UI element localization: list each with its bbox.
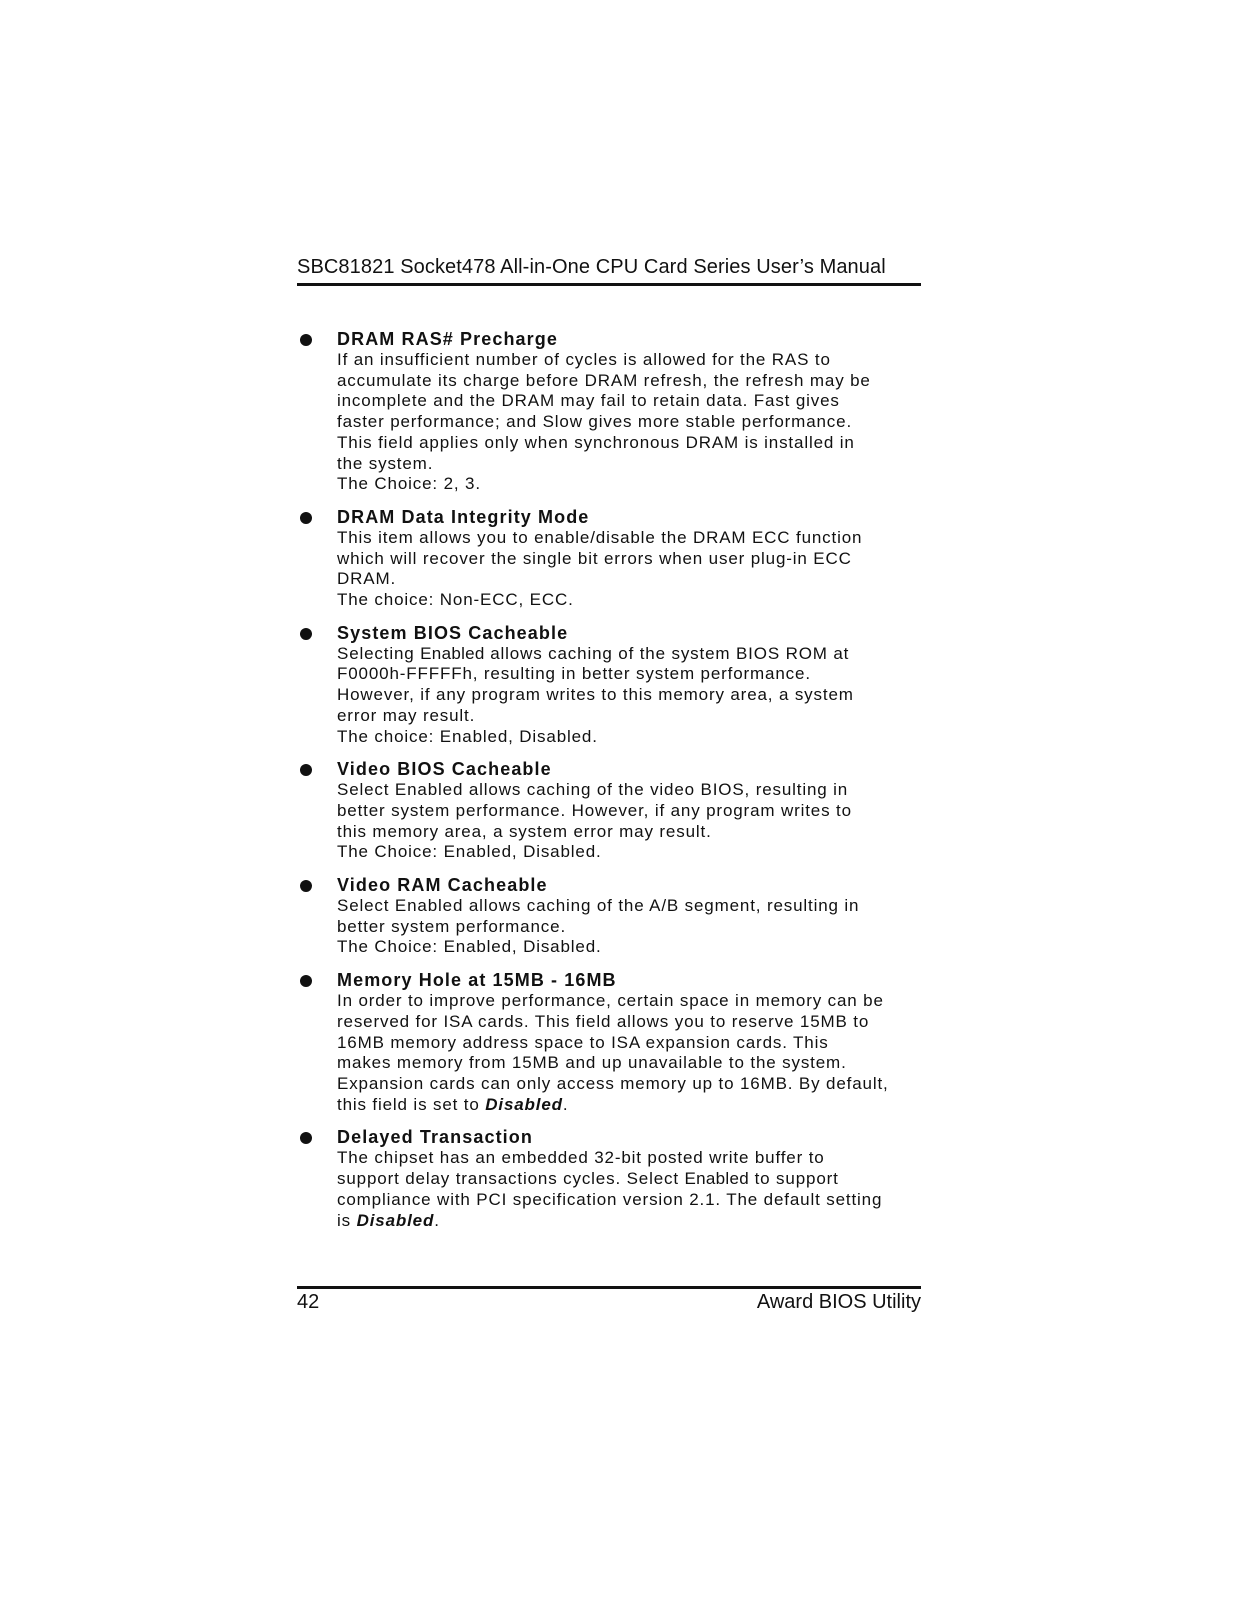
description-line (337, 644, 929, 665)
bullet-icon (300, 628, 312, 640)
description-line: This item allows you to enable/disable the DRAM ECC function (337, 527, 863, 547)
description-line: If an insufficient number of cycles is allowed for the RAS to (337, 350, 831, 369)
description-line: 16MB memory address space to ISA expansion cards. This (337, 1032, 829, 1052)
description-line: incomplete and the DRAM may fail to retain data. Fast gives (337, 391, 840, 411)
option-title: System BIOS Cacheable (337, 622, 569, 643)
page-number: 42 (297, 1291, 320, 1313)
description-line: F0000h-FFFFFh, resulting in better system performance. (337, 664, 811, 684)
text-run: is (337, 1210, 357, 1230)
description-line: The chipset has an embedded 32-bit posted write buffer to (337, 1148, 825, 1168)
bullet-icon (300, 1132, 312, 1144)
footer-rule (297, 1286, 921, 1289)
header-rule (297, 283, 921, 286)
option-title: Delayed Transaction (337, 1127, 533, 1148)
bios-option-system-bios-cacheable (297, 622, 929, 748)
description-line: Select Enabled allows caching of the A/B segment, resulting in (337, 896, 860, 916)
description-line: this memory area, a system error may result. (337, 821, 712, 841)
bullet-icon (300, 764, 312, 776)
bullet-icon (300, 512, 312, 524)
description-line: This field applies only when synchronous DRAM is installed in (337, 432, 855, 452)
choice-line: The Choice: Enabled, Disabled. (337, 937, 602, 957)
description-line: accumulate its charge before DRAM refresh, the refresh may be (337, 370, 871, 390)
option-title: DRAM RAS# Precharge (337, 329, 558, 349)
description-line: error may result. (337, 705, 476, 725)
emphasis-text: Enabled (420, 643, 485, 663)
bullet-icon (300, 975, 312, 987)
emphasis-text: Enabled (684, 1169, 750, 1189)
description-line: Select Enabled allows caching of the video BIOS, resulting in (337, 780, 849, 800)
choice-line: The choice: Non-ECC, ECC. (337, 590, 574, 610)
option-title: Memory Hole at 15MB - 16MB (337, 970, 617, 991)
description-line: DRAM. (337, 569, 397, 589)
choice-line: The choice: Enabled, Disabled. (337, 726, 598, 746)
page-header: SBC81821 Socket478 All-in-One CPU Card Series User’s Manual (297, 256, 886, 278)
description-line (337, 1211, 929, 1232)
option-title: Video RAM Cacheable (337, 875, 548, 896)
page-body (297, 328, 929, 1242)
bullet-icon (300, 334, 312, 346)
description-line: faster performance; and Slow gives more stable performance. (337, 412, 853, 432)
bios-option-delayed-transaction (297, 1126, 929, 1231)
description-line: which will recover the single bit errors when user plug-in ECC (337, 548, 852, 568)
description-line: However, if any program writes to this memory area, a system (337, 685, 854, 705)
description-line: the system. (337, 453, 434, 473)
section-title: Award BIOS Utility (756, 1291, 921, 1313)
description-line: makes memory from 15MB and up unavailable to the system. (337, 1053, 847, 1073)
description-line: reserved for ISA cards. This field allows you to reserve 15MB to (337, 1011, 870, 1031)
description-line: compliance with PCI specification version 2.1. The default setting (337, 1189, 883, 1209)
text-run: this field is set to (337, 1094, 486, 1114)
bios-option-dram-data-integrity-mode (297, 506, 929, 611)
default-value: Disabled (356, 1210, 435, 1230)
bios-option-memory-hole (297, 969, 929, 1115)
description-line: better system performance. However, if any program writes to (337, 800, 852, 820)
text-run: allows caching of the system BIOS ROM at (484, 643, 850, 663)
option-title: DRAM Data Integrity Mode (337, 506, 590, 527)
bios-option-dram-ras-precharge (297, 328, 929, 495)
text-run: to support (749, 1169, 839, 1189)
description-line: In order to improve performance, certain space in memory can be (337, 991, 884, 1011)
text-run: Selecting (337, 643, 421, 663)
text-run: support delay transactions cycles. Select (337, 1169, 685, 1189)
bios-option-video-bios-cacheable (297, 758, 929, 863)
choice-line: The Choice: Enabled, Disabled. (337, 842, 602, 862)
option-title: Video BIOS Cacheable (337, 759, 552, 780)
description-line (337, 1169, 929, 1190)
bullet-icon (300, 880, 312, 892)
choice-line: The Choice: 2, 3. (337, 474, 481, 494)
description-line: better system performance. (337, 916, 567, 936)
description-line (337, 1095, 929, 1116)
text-run: . (562, 1094, 569, 1114)
bios-option-video-ram-cacheable (297, 874, 929, 958)
text-run: . (434, 1210, 440, 1230)
default-value: Disabled (485, 1094, 563, 1114)
description-line: Expansion cards can only access memory up to 16MB. By default, (337, 1073, 889, 1093)
